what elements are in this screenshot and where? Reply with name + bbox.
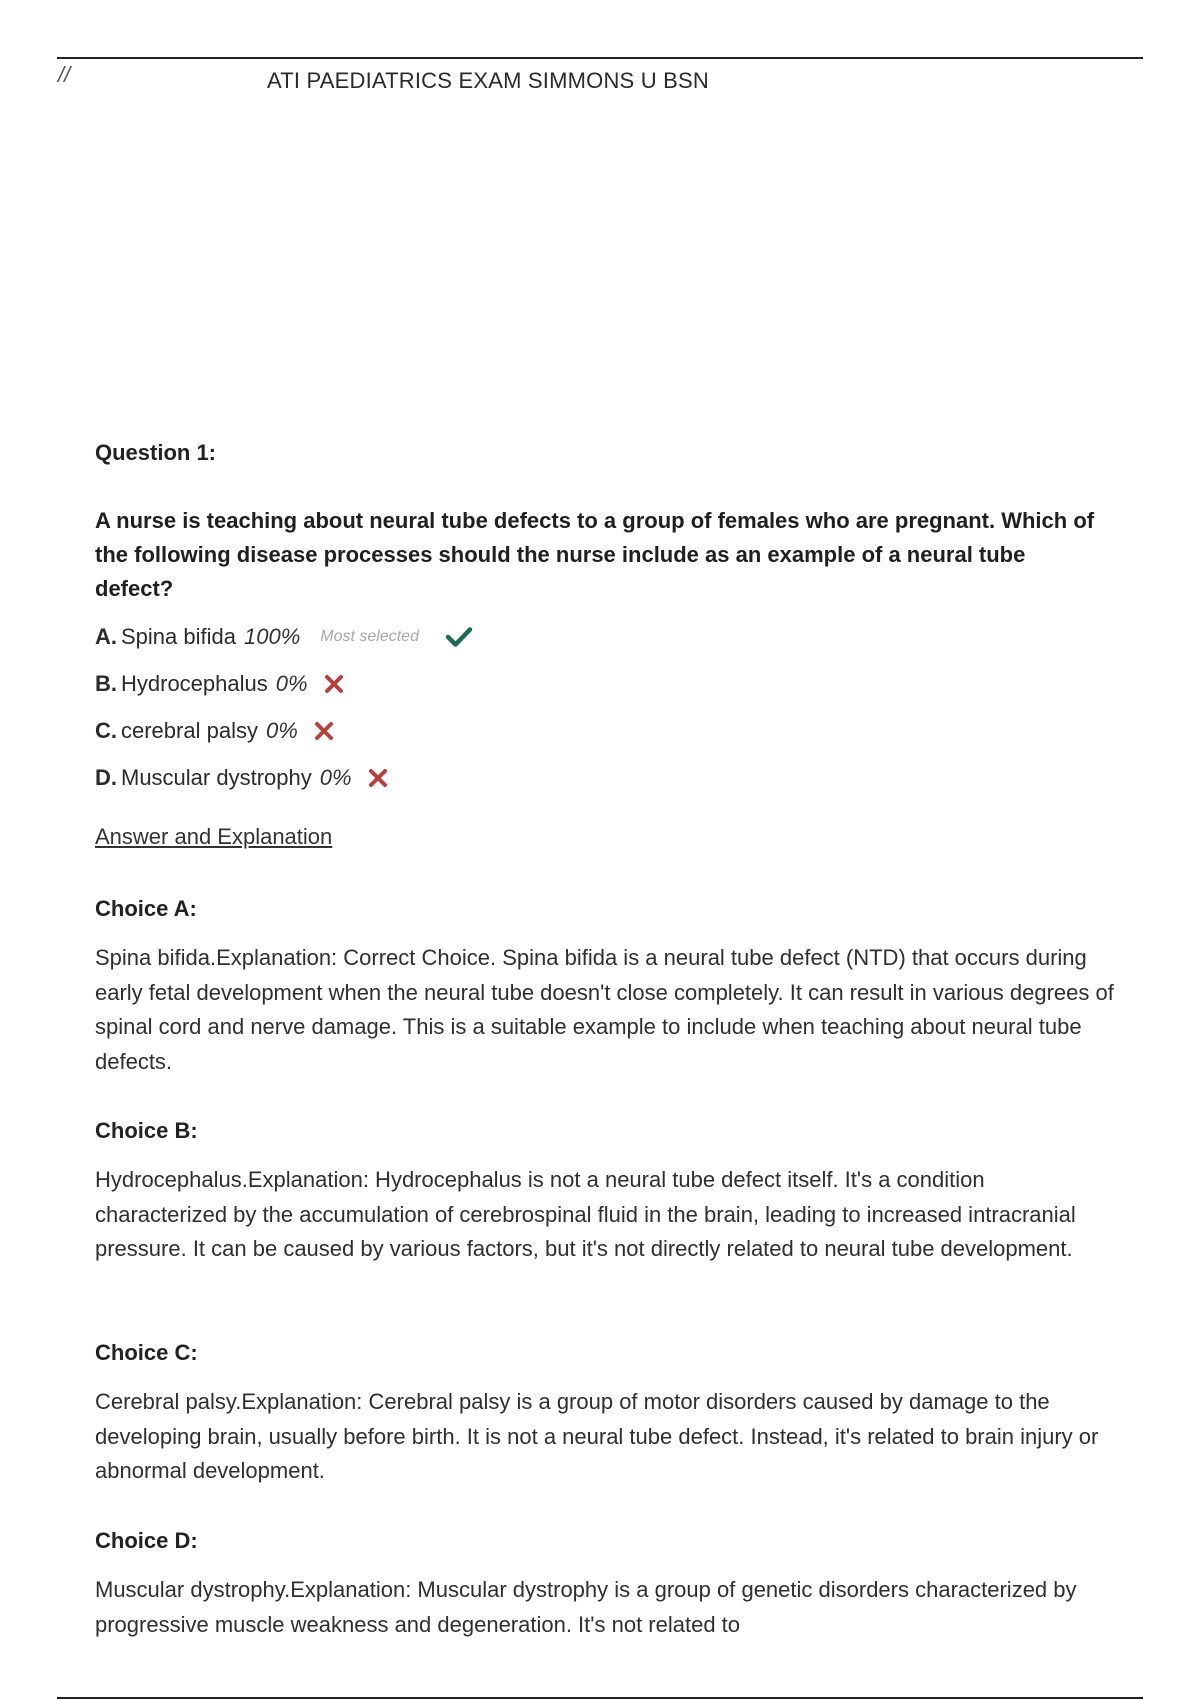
option-percent: 0% [265, 718, 298, 743]
choice-b-heading: Choice B: [95, 1118, 198, 1143]
cross-icon [368, 768, 388, 788]
most-selected-label: Most selected [320, 628, 419, 645]
option-text: Hydrocephalus [121, 671, 268, 696]
question-text: A nurse is teaching about neural tube defects to a group of females who are pregnant. Which of the following disease processes should the nurse include as an example of a neural tube defect? [95, 508, 1095, 601]
option-c[interactable] [95, 718, 334, 744]
option-percent: 100% [243, 624, 301, 649]
choice-d-explanation: Muscular dystrophy.Explanation: Muscular dystrophy is a group of genetic disorders characterized by progressive muscle weakness and degeneration. It's not related to [95, 1577, 1077, 1637]
option-letter: D. [95, 765, 117, 790]
bottom-rule [57, 1697, 1143, 1699]
option-text: cerebral palsy [121, 718, 258, 743]
option-letter: B. [95, 671, 117, 696]
choice-d-heading: Choice D: [95, 1528, 198, 1553]
option-a[interactable] [95, 624, 473, 650]
choice-c-explanation: Cerebral palsy.Explanation: Cerebral palsy is a group of motor disorders caused by damage to the developing brain, usually before birth. It is not a neural tube defect. Instead, it's related to brain injury or abnormal development. [95, 1389, 1099, 1483]
option-percent: 0% [319, 765, 352, 790]
top-rule [57, 57, 1143, 59]
choice-b-explanation: Hydrocephalus.Explanation: Hydrocephalus is not a neural tube defect itself. It's a condition characterized by the accumulation of cerebrospinal fluid in the brain, leading to increased intracranial pressure. It can be caused by various factors, but it's not directly related to neural tube development. [95, 1167, 1076, 1261]
choice-a-heading: Choice A: [95, 896, 197, 921]
question-label: Question 1: [95, 440, 217, 465]
option-text: Spina bifida [121, 624, 236, 649]
page-title: ATI PAEDIATRICS EXAM SIMMONS U BSN [267, 68, 709, 93]
option-text: Muscular dystrophy [121, 765, 312, 790]
answer-explanation-link[interactable]: Answer and Explanation [95, 824, 333, 849]
option-d[interactable] [95, 765, 388, 791]
header-mark: // [58, 62, 71, 87]
option-b[interactable] [95, 671, 344, 697]
option-letter: A. [95, 624, 117, 649]
option-percent: 0% [275, 671, 308, 696]
cross-icon [324, 674, 344, 694]
check-icon [445, 626, 473, 648]
choice-c-heading: Choice C: [95, 1340, 198, 1365]
choice-a-explanation: Spina bifida.Explanation: Correct Choice. Spina bifida is a neural tube defect (NTD) that occurs during early fetal development when the neural tube doesn't close completely. It can result in various degrees of spinal cord and nerve damage. This is a suitable example to include when teaching about neural tube defects. [95, 945, 1114, 1074]
cross-icon [314, 721, 334, 741]
option-letter: C. [95, 718, 117, 743]
